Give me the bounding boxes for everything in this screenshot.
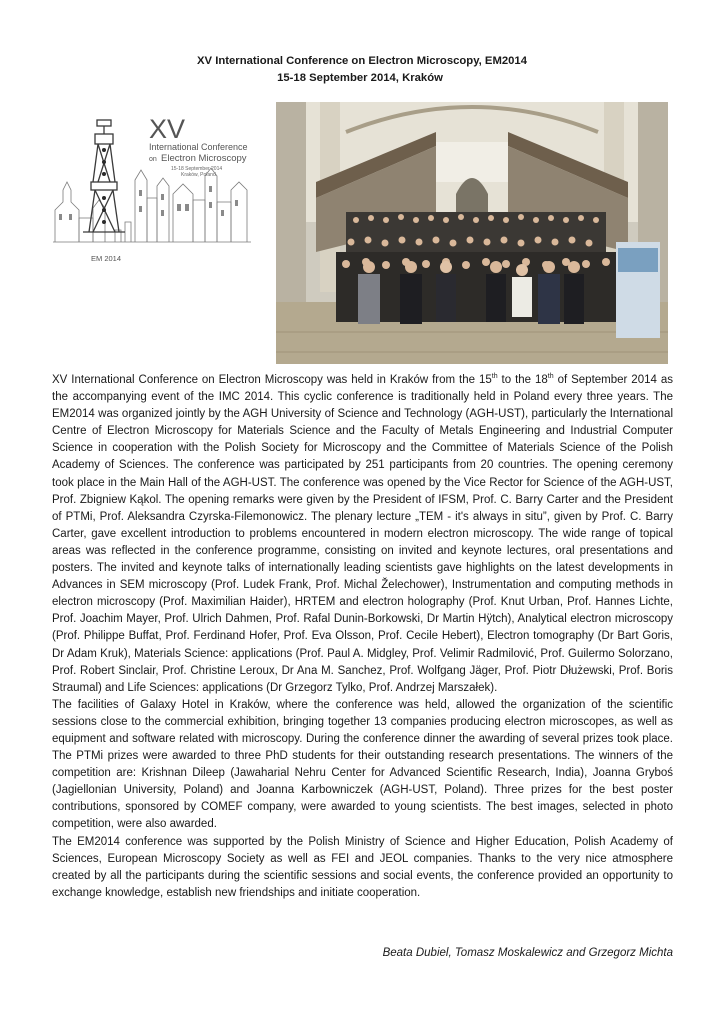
ordinal-suffix-1: th: [491, 373, 498, 380]
ordinal-suffix-2: th: [547, 373, 554, 380]
logo-dates: 15-18 September 2014: [171, 166, 223, 172]
logo-line2-prefix: on: [149, 156, 157, 163]
authors-signature: Beata Dubiel, Tomasz Moskalewicz and Grzegorz Michta: [382, 947, 673, 959]
logo-place: Kraków, Poland: [181, 172, 216, 178]
windows-sketch: [59, 186, 238, 220]
paragraph-2: The facilities of Galaxy Hotel in Kraków, where the conference was held, allowed the organization of the scientific sessions close to the commercial exhibition, bringing together 13 companies producing electron microscopes, as well as equipment and software related with microscopy. During the conference dinner the awarding of several prizes took place. The PTMi prizes were awarded to three PhD students for their outstanding research presentations. The winners of the competition are: Krishnan Dileep (Jawaharial Nehru Center for Advanced Scientific Research, India), Joanna Gryboś (Jagiellonian University, Poland) and Joanna Karbowniczek (AGH-UST, Poland). Three prizes for the best poster contributions, sponsored by COMEF company, were awarded to young scientists. The best images, selected in photo competition, were also awarded.: [52, 698, 673, 831]
conference-logo: [53, 110, 253, 270]
logo-line1: International Conference: [149, 142, 248, 152]
conference-dates: 15-18 September 2014, Kraków: [277, 72, 443, 84]
group-photo: [276, 102, 668, 364]
article-body: [52, 372, 673, 902]
logo-badge: EM 2014: [91, 254, 122, 263]
paragraph-1-part-b: to the 18: [497, 374, 548, 386]
old-town-sketch: [53, 168, 251, 242]
paragraph-1: [52, 372, 673, 697]
conference-title: XV International Conference on Electron Microscopy, EM2014: [197, 55, 527, 67]
paragraph-1-part-a: XV International Conference on Electron Microscopy was held in Kraków from the 15: [52, 374, 492, 386]
logo-line2-main: Electron Microscopy: [161, 153, 247, 164]
paragraph-3: The EM2014 conference was supported by the Polish Ministry of Science and Higher Education, Polish Academy of Sciences, European Microscopy Society as well as FEI and JEOL companies. Thanks to the very nice atmosphere created by all the participants during the scientific sessions and social events, the conference provided an opportunity to exchange knowledge, establish new friendships and initiate cooperation.: [52, 835, 673, 899]
logo-numeral: XV: [149, 114, 186, 144]
document-header: [0, 53, 724, 87]
paragraph-1-part-c: of September 2014 as the accompanying event of the IMC 2014. This cyclic conference is traditionally held in Poland every three years. The EM2014 was organized jointly by the AGH University of Science and Technology (AGH-UST), particularly the International Centre of Electron Microscopy for Materials Science and the Faculty of Metals Engineering and Industrial Computer Science in cooperation with the Polish Society for Microscopy and the Committee of Materials Science of the Polish Academy of Sciences. The conference was participated by 251 participants from 20 countries. The opening ceremony took place in the Main Hall of the AGH-UST. The conference was opened by the Vice Rector for Science of the AGH-UST, Prof. Zbigniew Kąkol. The opening remarks were given by the President of IFSM, Prof. C. Barry Carter and the President of PTMi, Prof. Aleksandra Czyrska-Filemonowicz. The plenary lecture „TEM - it's always in situ”, given by Prof. C. Barry Carter, gave excellent introduction to problems encountered in modern electron microscopy. The wide range of topical areas was reflected in the conference programme, consisting on invited and keynote lectures, oral presentations and posters. The invited and keynote talks of internationally leading scientists gave highlights on the latest developments in Advances in SEM microscopy (Prof. Ludek Frank, Prof. Michal Želechower), Instrumentation and computing methods in electron microscopy (Prof. Maximilian Haider), HRTEM and electron holography (Prof. Knut Urban, Prof. Hannes Lichte, Prof. Joachim Mayer, Prof. Ulrich Dahmen, Prof. Rafal Dunin-Borkowski, Dr Martin Hÿtch), Analytical electron microscopy (Prof. Philippe Buffat, Prof. Ferdinand Hofer, Prof. Eva Olsson, Prof. Cecile Hebert), Electron tomography (Dr Bart Goris, Dr Adam Kruk), Materials Science: applications (Prof. Paul A. Midgley, Prof. Velimir Radmilović, Prof. Guilermo Solorzano, Prof. Robert Sinclair, Prof. Christine Leroux, Dr Ana M. Sanchez, Prof. Wolfgang Jäger, Prof. Piotr Dłużewski, Prof. Boris Straumal) and Life Sciences: applications (Dr Grzegorz Tylko, Prof. Andrzej Marszałek).: [52, 374, 673, 694]
